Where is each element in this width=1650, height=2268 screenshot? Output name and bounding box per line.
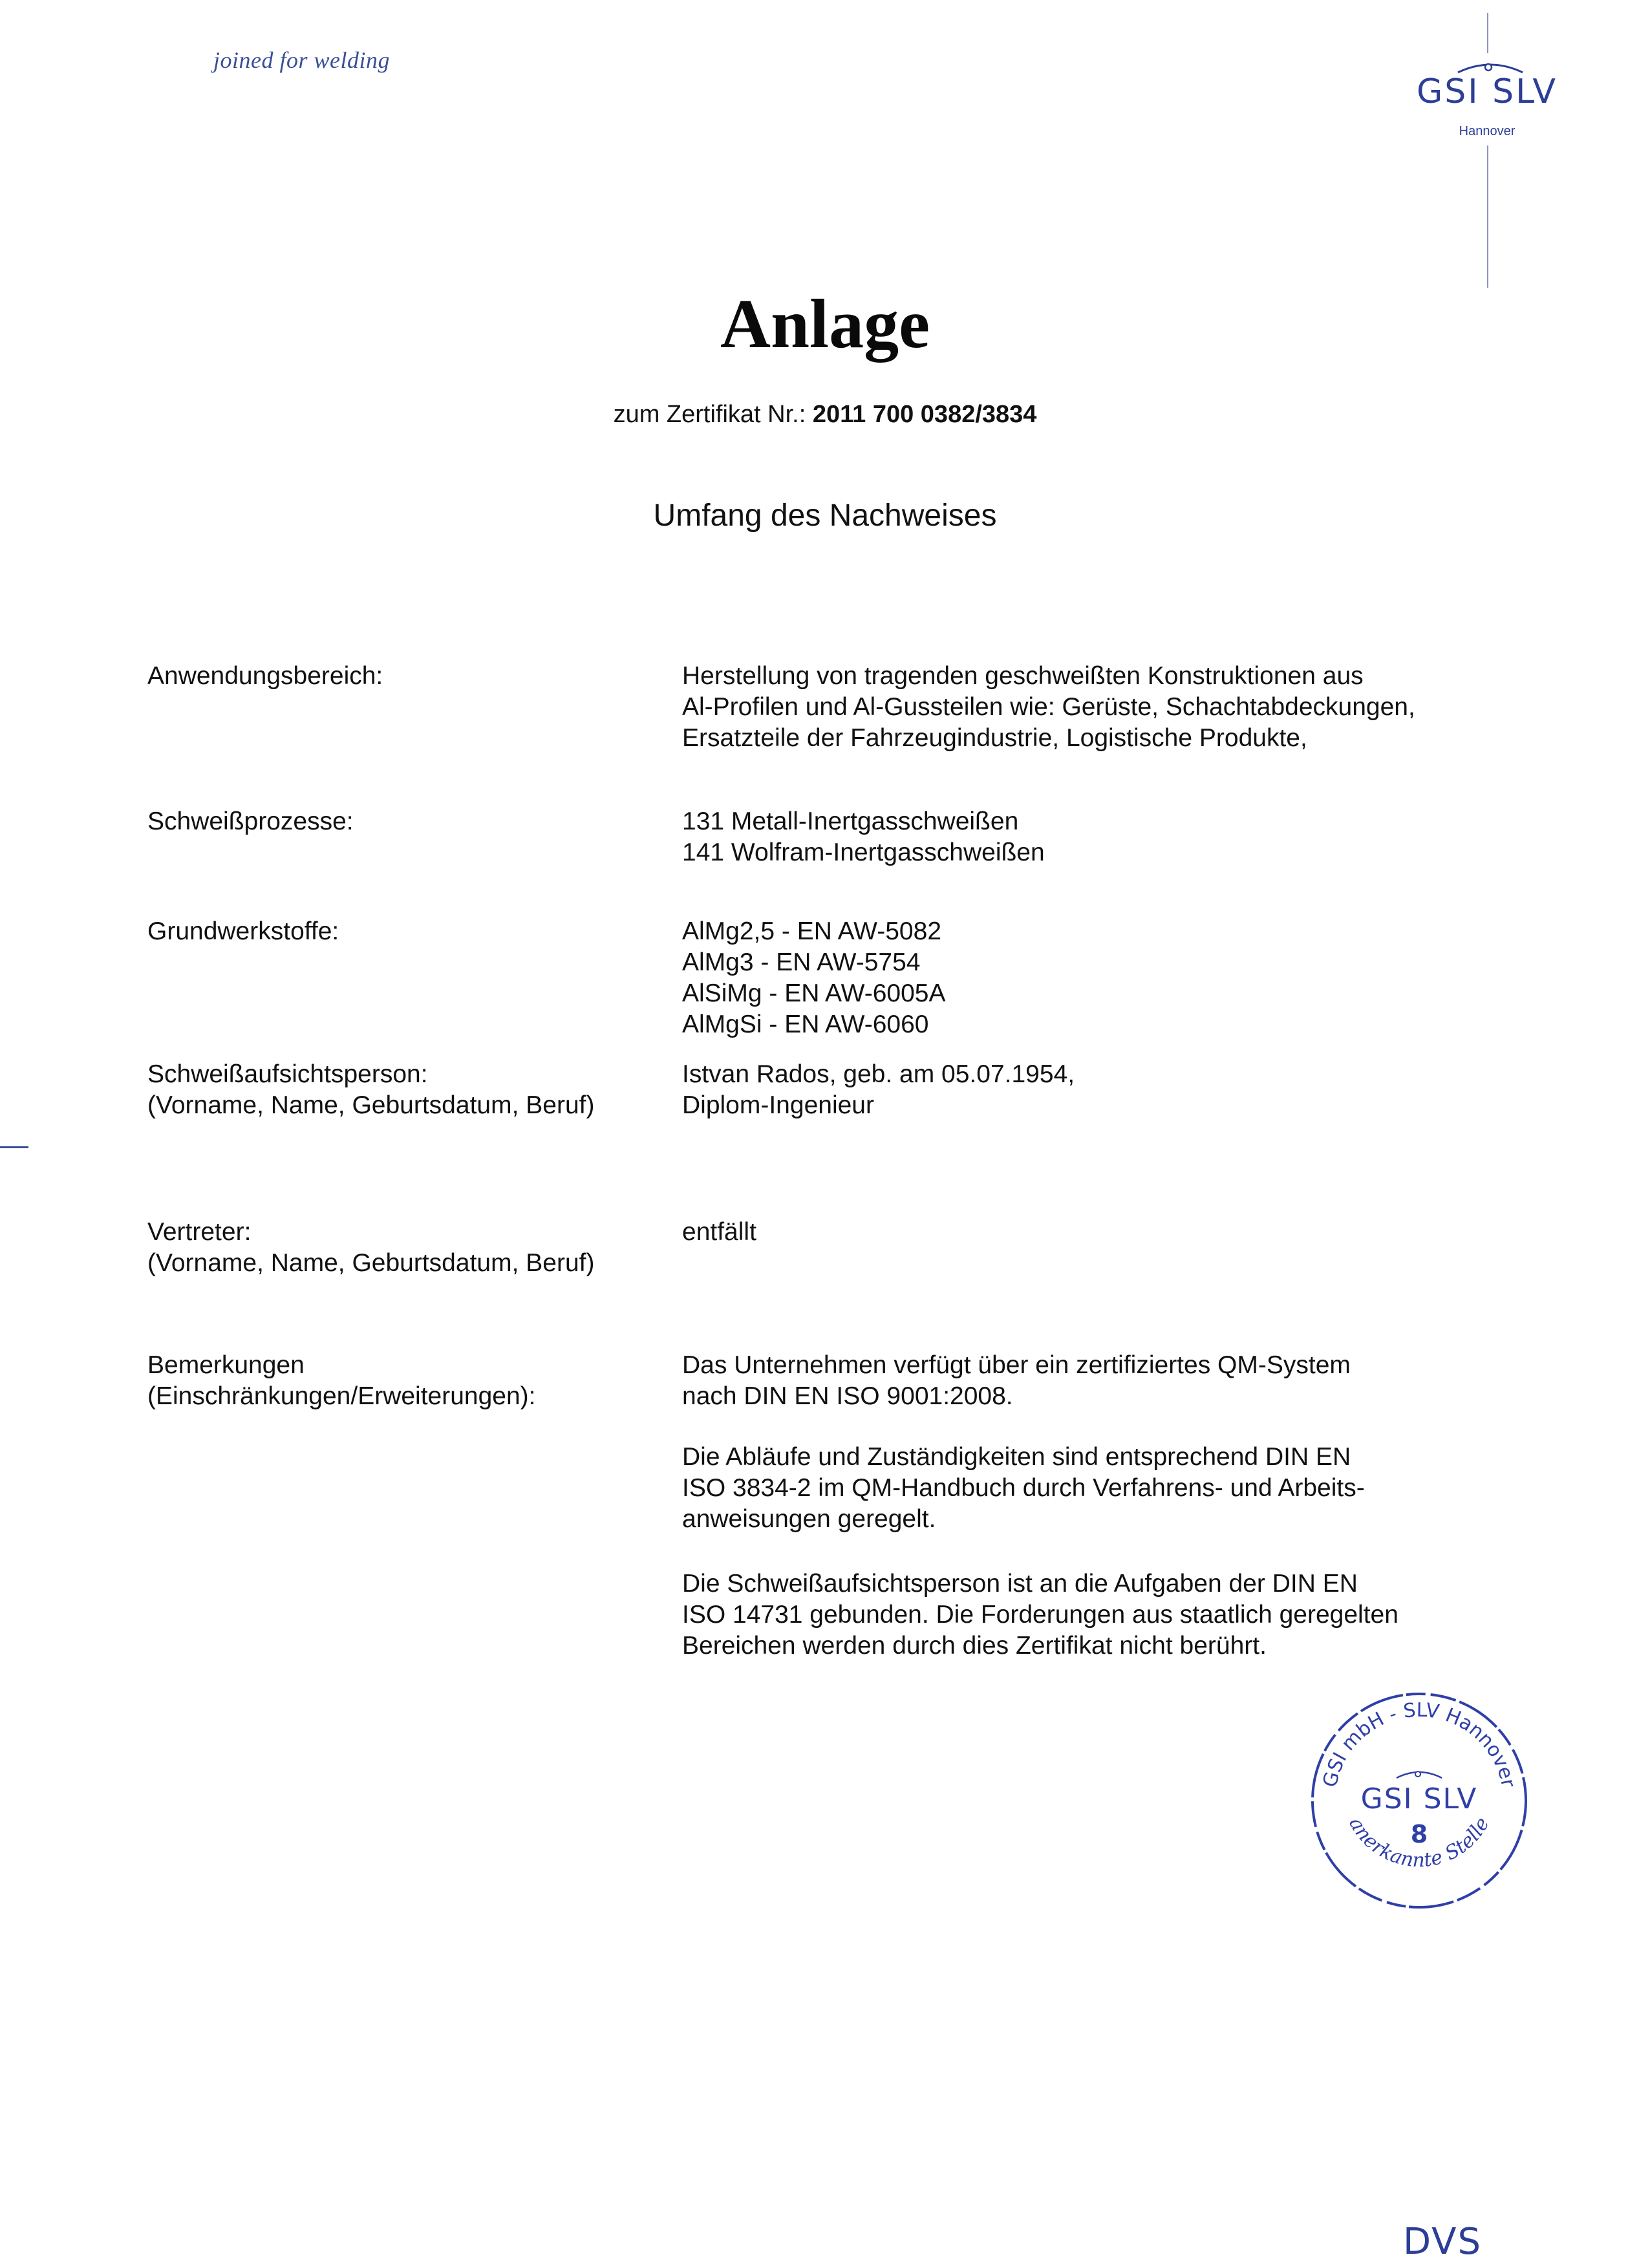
label-schweissaufsichtsperson: Schweißaufsichtsperson: (Vorname, Name, Geburtsdatum, Beruf) <box>147 1060 595 1119</box>
label-anwendungsbereich: Anwendungsbereich: <box>147 662 383 690</box>
certificate-prefix: zum Zertifikat Nr.: <box>613 401 813 428</box>
stamp-bottom-text: anerkannte Stelle <box>1344 1813 1494 1872</box>
dvs-logo: DVS <box>1403 2221 1482 2263</box>
label-schweissprozesse: Schweißprozesse: <box>147 808 354 835</box>
value-schweissaufsichtsperson: Istvan Rados, geb. am 05.07.1954, Diplom-Ingenieur <box>682 1060 1075 1119</box>
logo-city: Hannover <box>1459 124 1516 138</box>
value-grundwerkstoffe: AlMg2,5 - EN AW-5082 AlMg3 - EN AW-5754 AlSiMg - EN AW-6005A AlMgSi - EN AW-6060 <box>682 917 946 1038</box>
label-bemerkungen: Bemerkungen (Einschränkungen/Erweiterungen): <box>147 1351 536 1410</box>
subtitle: Umfang des Nachweises <box>653 498 997 533</box>
stamp-top-text: GSI mbH - SLV Hannover <box>1318 1698 1520 1790</box>
official-stamp-icon <box>1300 1681 1539 1920</box>
certificate-number: 2011 700 0382/3834 <box>812 401 1037 428</box>
tagline: joined for welding <box>213 47 390 73</box>
stamp-number: 8 <box>1410 1820 1428 1848</box>
value-bemerkungen: Das Unternehmen verfügt über ein zertifiziertes QM-System nach DIN EN ISO 9001:2008. <box>682 1351 1351 1410</box>
logo-bottom-line <box>1487 145 1488 288</box>
margin-mark <box>0 1146 28 1148</box>
page-title: Anlage <box>720 286 930 363</box>
remark-paragraph-1: Die Abläufe und Zuständigkeiten sind entsprechend DIN EN ISO 3834-2 im QM-Handbuch durch Verfahrens- und Arbeits- anweisungen geregelt. <box>682 1443 1365 1533</box>
value-anwendungsbereich: Herstellung von tragenden geschweißten Konstruktionen aus Al-Profilen und Al-Gussteilen wie: Gerüste, Schachtabdeckungen, Ersatzteile der Fahrzeugindustrie, Logistische Produkte, <box>682 662 1415 752</box>
gsi-slv-logo <box>1390 13 1584 291</box>
label-grundwerkstoffe: Grundwerkstoffe: <box>147 917 339 945</box>
label-vertreter: Vertreter: (Vorname, Name, Geburtsdatum, Beruf) <box>147 1218 595 1277</box>
remark-paragraph-2: Die Schweißaufsichtsperson ist an die Aufgaben der DIN EN ISO 14731 gebunden. Die Forderungen aus staatlich geregelten Bereichen werden durch dies Zertifikat nicht berührt. <box>682 1570 1398 1660</box>
value-vertreter: entfällt <box>682 1218 756 1246</box>
value-schweissprozesse: 131 Metall-Inertgasschweißen 141 Wolfram-Inertgasschweißen <box>682 808 1045 866</box>
stamp-center-text: GSI SLV <box>1360 1782 1478 1815</box>
logo-text: GSI SLV <box>1416 72 1558 111</box>
certificate-line <box>0 401 1650 429</box>
logo-top-line <box>1487 13 1488 53</box>
